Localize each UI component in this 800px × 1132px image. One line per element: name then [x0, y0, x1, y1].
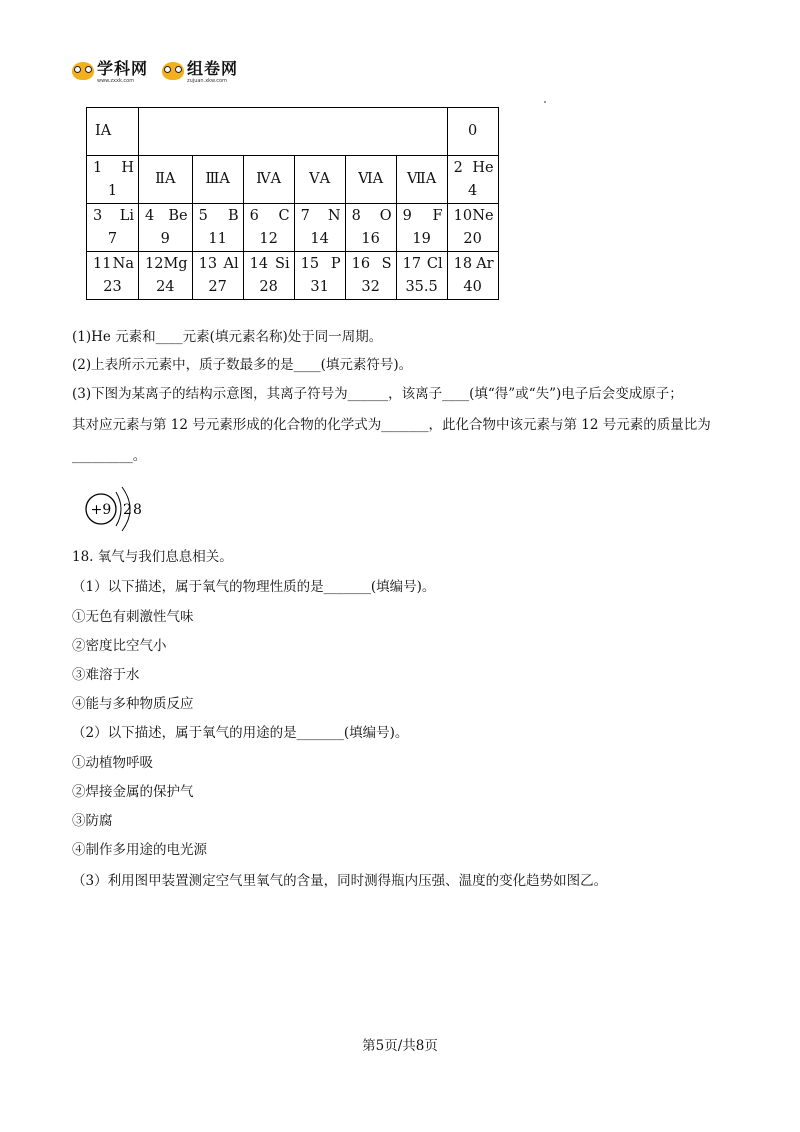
- table-row: [87, 156, 499, 204]
- table-row: [87, 204, 499, 252]
- atomic-mass: 11: [208, 230, 227, 247]
- q18-sub2-option: ③防腐: [72, 813, 113, 829]
- atomic-mass: 28: [259, 278, 278, 295]
- q17-part3-line1: (3)下图为某离子的结构示意图，其离子符号为______，该离子____(填“得”或“失”)电子后会变成原子；: [72, 386, 683, 402]
- element-cell-he: [447, 156, 498, 204]
- element-symbol: B: [227, 207, 239, 224]
- atomic-number: 6: [249, 207, 259, 224]
- q18-sub1-option: ④能与多种物质反应: [72, 696, 194, 712]
- atomic-mass: 35.5: [405, 278, 438, 295]
- shell-electrons-2: 8: [133, 502, 142, 518]
- brand-url: www.zxxk.com: [97, 78, 135, 84]
- q17-part3-line2: 其对应元素与第 12 号元素形成的化合物的化学式为_______，此化合物中该元素与第 12 号元素的质量比为: [72, 417, 711, 433]
- q17-part2: (2)上表所示元素中，质子数最多的是____(填元素符号)。: [72, 357, 413, 373]
- element-symbol: P: [330, 255, 341, 272]
- brand-zujuanwang: [162, 60, 238, 84]
- atomic-number: 18: [453, 255, 473, 272]
- q18-sub1-option: ②密度比空气小: [72, 638, 167, 654]
- element-symbol: Si: [275, 255, 290, 272]
- group-header: ⅣA: [243, 156, 294, 204]
- page-footer: 第5页/共8页: [362, 1038, 438, 1054]
- element-cell: [87, 252, 139, 300]
- element-symbol: Mg: [163, 255, 188, 272]
- ion-structure-diagram: [82, 484, 162, 534]
- atomic-mass: 23: [103, 278, 122, 295]
- brand-name: 学科网: [97, 59, 149, 78]
- q18-sub2-option: ④制作多用途的电光源: [72, 842, 207, 858]
- atomic-mass: 20: [463, 230, 482, 247]
- atomic-mass: 4: [467, 182, 478, 199]
- element-cell: [139, 252, 193, 300]
- element-cell: [243, 204, 294, 252]
- group-header-0: 0: [447, 108, 498, 156]
- atomic-mass: 16: [361, 230, 380, 247]
- electron-shell-arc: [116, 492, 121, 526]
- element-symbol: N: [327, 207, 341, 224]
- periodic-table: [86, 107, 499, 300]
- element-symbol: F: [432, 207, 443, 224]
- q17-part1: (1)He 元素和____元素(填元素名称)处于同一周期。: [72, 329, 383, 345]
- stray-dot: [544, 101, 546, 103]
- atomic-number: 4: [145, 207, 155, 224]
- atomic-number: 1: [93, 159, 103, 176]
- atomic-number: 10: [453, 207, 473, 224]
- atomic-number: 17: [402, 255, 422, 272]
- element-cell: [192, 252, 243, 300]
- atomic-mass: 24: [156, 278, 175, 295]
- atomic-mass: 32: [361, 278, 380, 295]
- element-symbol: Cl: [426, 255, 443, 272]
- group-header: ⅢA: [192, 156, 243, 204]
- element-cell: [345, 252, 396, 300]
- element-symbol: S: [381, 255, 392, 272]
- element-cell: [192, 204, 243, 252]
- atomic-mass: 12: [259, 230, 278, 247]
- atomic-mass: 7: [107, 230, 118, 247]
- element-cell: [396, 252, 447, 300]
- shell-electrons-1: 2: [123, 502, 132, 518]
- element-cell: [139, 204, 193, 252]
- q17-part3-line3: _________。: [72, 448, 147, 464]
- element-cell: [447, 204, 498, 252]
- element-symbol: Be: [168, 207, 188, 224]
- atomic-number: 11: [93, 255, 112, 272]
- element-cell-h: [87, 156, 139, 204]
- atomic-mass: 9: [160, 230, 170, 247]
- element-symbol: Al: [223, 255, 239, 272]
- element-cell: [447, 252, 498, 300]
- element-symbol: Ne: [472, 207, 494, 224]
- atomic-mass: 19: [412, 230, 431, 247]
- element-cell: [294, 204, 345, 252]
- element-symbol: Li: [119, 207, 134, 224]
- atomic-mass: 40: [463, 278, 482, 295]
- table-row: [87, 252, 499, 300]
- atomic-number: 3: [93, 207, 103, 224]
- element-cell: [396, 204, 447, 252]
- blank-cell: [139, 108, 448, 156]
- atomic-number: 15: [300, 255, 320, 272]
- element-symbol: C: [278, 207, 290, 224]
- atomic-number: 5: [198, 207, 208, 224]
- atomic-number: 13: [198, 255, 218, 272]
- q18-title: 18. 氧气与我们息息相关。: [72, 549, 233, 565]
- element-cell: [87, 204, 139, 252]
- group-header: ⅦA: [396, 156, 447, 204]
- group-header: ⅡA: [139, 156, 193, 204]
- owl-icon: [162, 62, 184, 80]
- group-header-ia: ⅠA: [87, 108, 139, 156]
- nucleus-charge: +9: [90, 502, 112, 518]
- element-cell: [294, 252, 345, 300]
- element-cell: [243, 252, 294, 300]
- atomic-number: 9: [402, 207, 412, 224]
- atomic-number: 2: [453, 159, 463, 176]
- q18-sub3: （3）利用图甲装置测定空气里氧气的含量，同时测得瓶内压强、温度的变化趋势如图乙。: [72, 873, 608, 889]
- atomic-number: 12: [145, 255, 164, 272]
- atomic-mass: 14: [310, 230, 329, 247]
- brand-name: 组卷网: [187, 59, 239, 78]
- brand-xuekewang: [72, 60, 148, 84]
- atomic-number: 14: [249, 255, 269, 272]
- q18-sub1: （1）以下描述，属于氧气的物理性质的是_______(填编号)。: [72, 579, 436, 595]
- element-symbol: Ar: [476, 255, 494, 272]
- element-symbol: Na: [112, 255, 134, 272]
- atomic-mass: 1: [107, 182, 118, 199]
- brand-url: zujuan.xkw.com: [187, 78, 227, 84]
- group-header: ⅤA: [294, 156, 345, 204]
- atomic-mass: 27: [208, 278, 227, 295]
- q18-sub2-option: ②焊接金属的保护气: [72, 784, 194, 800]
- q18-sub1-option: ①无色有刺激性气味: [72, 609, 194, 625]
- atomic-mass: 31: [310, 278, 329, 295]
- element-symbol: O: [379, 207, 392, 224]
- group-header: ⅥA: [345, 156, 396, 204]
- atomic-number: 7: [300, 207, 310, 224]
- q18-sub2-option: ①动植物呼吸: [72, 755, 153, 771]
- element-cell: [345, 204, 396, 252]
- q18-sub1-option: ③难溶于水: [72, 667, 140, 683]
- table-row: [87, 108, 499, 156]
- q18-sub2: （2）以下描述，属于氧气的用途的是_______(填编号)。: [72, 725, 409, 741]
- atomic-number: 16: [351, 255, 371, 272]
- header-logos: [72, 60, 238, 84]
- owl-icon: [72, 62, 94, 80]
- element-symbol: H: [121, 159, 134, 176]
- atomic-number: 8: [351, 207, 361, 224]
- element-symbol: He: [472, 159, 494, 176]
